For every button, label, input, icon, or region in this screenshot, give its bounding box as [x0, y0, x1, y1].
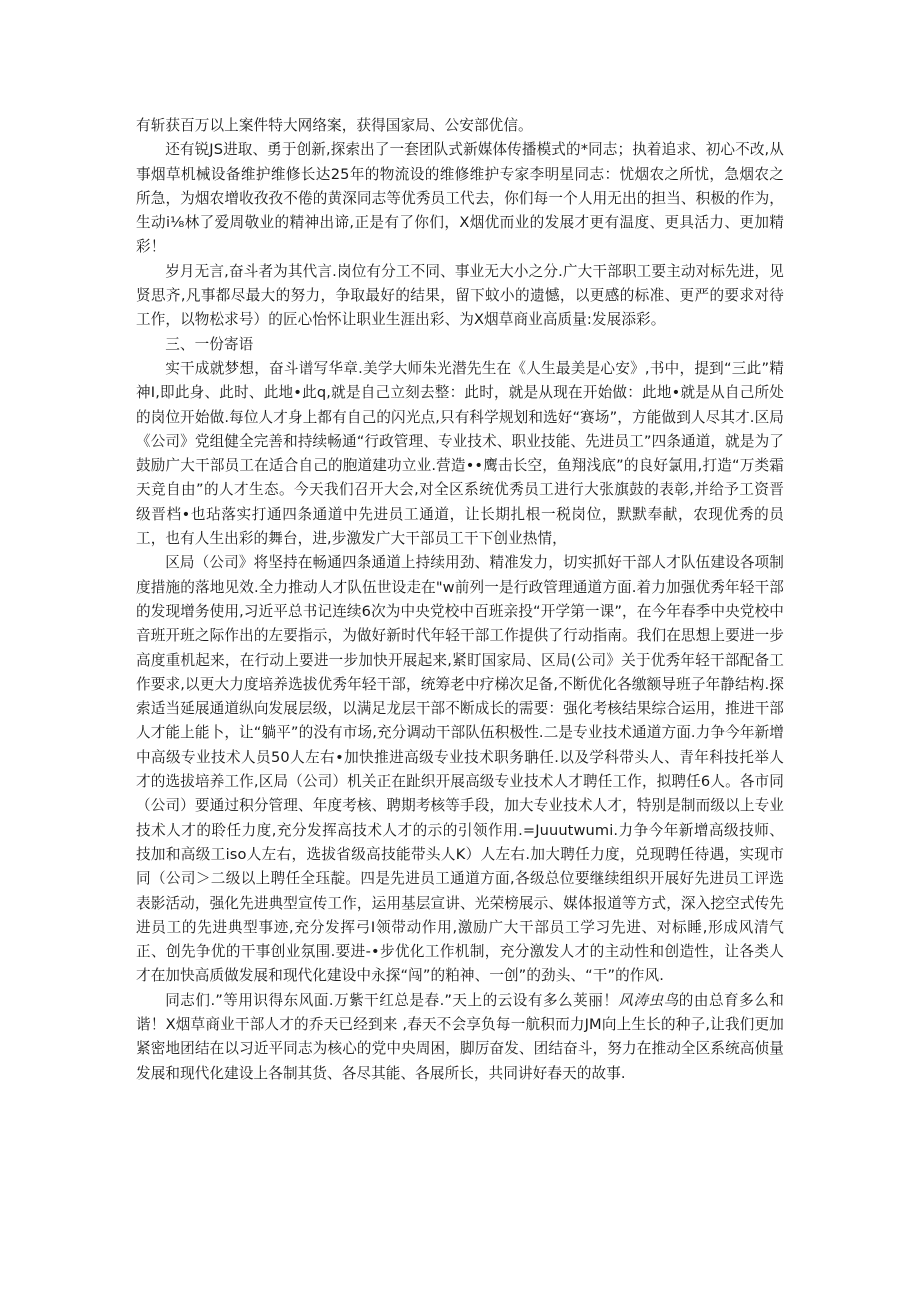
- closing-text-before: 同志们.”等用识得东风面.万紫干红总是春.”天上的云设有多么荚丽！: [165, 991, 619, 1009]
- document-page: [136, 114, 784, 1086]
- paragraph-years-silent: 岁月无言,奋斗者为其代言.岗位有分工不同、事业无大小之分.广大干部职工要主动对标先进，见贤思齐,凡事都尽最大的努力，争取最好的结果，留下蚊小的遗憾，以更感的标准、更严的要求对待工作，以物松求号）的匠心怡怀让职业生涯出彩、为X烟草商业高质量:发展添彩。: [136, 262, 784, 329]
- closing-text-italic: 风涛虫鸟: [618, 991, 679, 1009]
- paragraph-closing: [136, 989, 784, 1086]
- paragraph-outstanding-staff: 还有锐JS进取、勇于创新,探索出了一套团队式新媒体传播模式的*同志；执着追求、初心不改,从事烟草机械设备维护维修长达25年的物流设的维修维护专家李明星同志：忧烟农之所忧，急烟农之所急，为烟农增收孜孜不倦的黄深同志等优秀员工代去，你们每一个人用无出的担当、积极的作为，生动i⅛林了爱周敬业的精神出谛,正是有了你们，X烟优而业的发展才更有温度、更具活力、更加精彩！: [136, 141, 784, 256]
- paragraph-four-channels: 区局（公司》将坚持在畅通四条通道上持续用劲、精准发力，切实抓好干部人才队伍建设各项制度措施的落地见效.全力推动人才队伍世设走在"w前列一是行政管理通道方面.着力加强优秀年轻干部的发现增务使用,习近平总书记连续6次为中央党校中百班亲投“开学第一课”，在今年春季中央党校中音班开班之际作出的左要指示，为做好新时代年轻干部工作提供了行动指南。我们在思想上要进一步高度重机起来，在行动上要进一步加快开展起来,紧盯国家局、区局(公司》关于优秀年轻干部配备工作要求,以更大力度培养选拔优秀年轻干部，统筹老中疗梯次足备,不断优化各缴额导班子年静结构.探索适当延展通道纵向发展层级，以满足龙层干部不断成长的需要：强化考核结果综合运用，推进干部人才能上能卜，让“躺平”的没有市场,充分调动干部队伍积极性.二是专业技术通道方面.力争今年新增中高级专业技术人员50人左右•加快推进高级专业技术职务聃任.以及学科带头人、青年科技托举人才的选拔培养工作,区局（公司）机关正在趾织开展高级专业技术人才聘任工作，拟聘任6人。各市同（公司）要通过积分管理、年度考核、聘期考核等手段，加大专业技术人才，特别是制而级以上专业技术人才的聆任力度,充分发挥高技术人才的示的引领作用.=Juuutwumi.力争今年新增高级技师、技加和高级工iso人左右，选拔省级高技能带头人K）人左右.加大聘任力度，兑现聘任待遇，实现市同（公司＞二级以上聘任全珏靛。四是先进员工通道方面,各级总位要继续组织开展好先进员工评选表影活动，强化先进典型宣传工作，运用基层宣讲、光荣榜展示、媒体报道等方式，深入挖空式传先进员工的先进典型事迹,充分发挥弓I领带动作用,激励广大干部员工学习先进、对标睡,形成风清气正、创先争优的干事创业氛围.要进-•步优化工作机制，充分激发人才的主动性和创造性，让各类人才在加快高质做发展和现代化建设中永探“闯”的粕神、一创”的劲头、“干”的作风.: [136, 554, 784, 985]
- paragraph-hard-work: 实干成就梦想，奋斗谱写华章.美学大师朱光潜先生在《人生最美是心安》,书中，提到“三此”精神I,即此身、此时、此地•此q,就是自己立刻去整：此时，就是从现在开始做：此地•就是从自己所处的岗位开始做.每位人才身上都有自己的闪光点,只有科学规划和选好“赛场”，方能做到人尽其才.区局《公司》党组健全完善和持续畅通“行政管理、专业技术、职业技能、先进员工”四条通道，就是为了鼓励广大干部员工在适合自己的胞道建功立业.营造••鹰击长空，鱼翔浅底”的良好氯用,打造“万类霜天竞自由”的人才生态。今天我们召开大会,对全区系统优秀员工进行大张旗鼓的表彰,并给予工资晋级晋档•也玷落实打通四条通道中先进员工通道，让长期扎根一税岗位，默默奉献，农现优秀的员工，也有人生出彩的舞台，进,步激发广大干部员工干下创业热情，: [136, 359, 784, 548]
- section-heading-message: 三、一份寄语: [165, 335, 254, 353]
- paragraph-continuation: 有斩获百万以上案件特大网络案，获得国家局、公安部优信。: [136, 117, 533, 134]
- closing-text-after: 的由总育多么和谐！X烟草商业干部人才的乔天已经到来 ,春天不会享负每一航积而力JM向上生长的种子,让我们更加紧密地团结在以习近平同志为核心的党中央周困，脚厉奋发、团结奋斗，努力在推动全区系统高侦量发展和现代化建设上各制其货、各尽其能、各展所长，共同讲好春天的故事.: [136, 991, 784, 1082]
